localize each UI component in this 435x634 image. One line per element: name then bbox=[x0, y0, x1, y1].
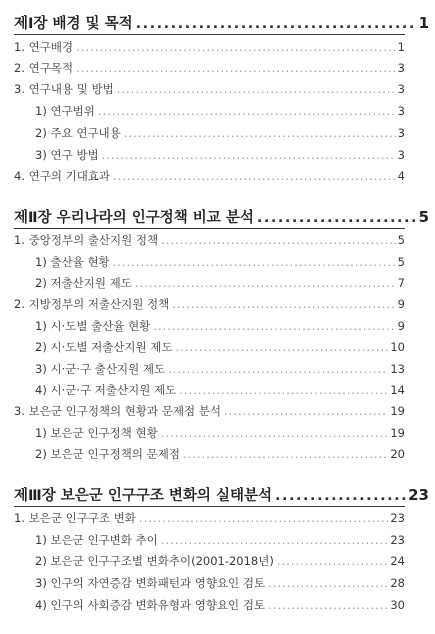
entry-title: 1) 연구범위 bbox=[35, 104, 95, 118]
dot-leader bbox=[161, 426, 389, 440]
toc-entry[interactable] bbox=[35, 275, 405, 291]
toc-entry[interactable] bbox=[35, 125, 405, 141]
entry-page: 14 bbox=[390, 383, 405, 397]
entry-page: 3 bbox=[397, 82, 405, 96]
chapter-heading[interactable] bbox=[14, 206, 429, 227]
entry-title: 3) 시·군·구 출산지원 제도 bbox=[35, 362, 166, 376]
chapter-heading[interactable] bbox=[14, 484, 429, 505]
entry-title: 1. 연구배경 bbox=[14, 40, 74, 54]
chapter-page: 1 bbox=[418, 14, 429, 32]
chapter-divider bbox=[14, 228, 405, 229]
entry-title: 4) 인구의 사회증감 변화유형과 영향요인 검토 bbox=[35, 598, 266, 612]
entry-page: 13 bbox=[390, 362, 405, 376]
dot-leader bbox=[161, 233, 396, 247]
entry-title: 1) 시·도별 출산율 현황 bbox=[35, 319, 151, 333]
entry-title: 4) 시·군·구 저출산지원 제도 bbox=[35, 383, 177, 397]
entry-title: 1. 보은군 인구구조 변화 bbox=[14, 511, 136, 525]
dot-leader bbox=[98, 104, 396, 118]
entry-page: 28 bbox=[390, 576, 405, 590]
chapter-title: 제Ⅱ장 우리나라의 인구정책 비교 분석 bbox=[14, 210, 254, 226]
dot-leader bbox=[268, 576, 388, 590]
toc-entry[interactable] bbox=[35, 103, 405, 119]
dot-leader bbox=[139, 511, 388, 525]
entry-page: 3 bbox=[397, 126, 405, 140]
chapter-divider bbox=[14, 34, 405, 35]
dot-leader bbox=[183, 447, 388, 461]
entry-page: 19 bbox=[390, 404, 405, 418]
dot-leader bbox=[172, 297, 395, 311]
dot-leader bbox=[136, 16, 417, 32]
entry-page: 1 bbox=[397, 40, 405, 54]
toc-entry[interactable] bbox=[35, 382, 405, 398]
dot-leader bbox=[179, 383, 388, 397]
entry-page: 23 bbox=[390, 511, 405, 525]
chapter-title: 제Ⅲ장 보은군 인구구조 변화의 실태분석 bbox=[14, 488, 273, 504]
entry-page: 7 bbox=[397, 276, 405, 290]
dot-leader bbox=[76, 61, 396, 75]
entry-title: 3) 연구 방법 bbox=[35, 148, 99, 162]
dot-leader bbox=[161, 533, 389, 547]
entry-title: 3. 보은군 인구정책의 현황과 문제점 분석 bbox=[14, 404, 221, 418]
entry-title: 2) 보은군 인구정책의 문제점 bbox=[35, 447, 180, 461]
dot-leader bbox=[124, 126, 396, 140]
dot-leader bbox=[113, 169, 396, 183]
chapter-divider bbox=[14, 506, 405, 507]
chapter-page: 5 bbox=[418, 208, 429, 226]
toc-entry[interactable] bbox=[14, 168, 405, 184]
entry-page: 19 bbox=[390, 426, 405, 440]
toc-entry[interactable] bbox=[35, 597, 405, 613]
entry-title: 1) 보은군 인구정책 현황 bbox=[35, 426, 158, 440]
dot-leader bbox=[268, 598, 388, 612]
entry-page: 23 bbox=[390, 533, 405, 547]
entry-page: 5 bbox=[397, 233, 405, 247]
toc-entry[interactable] bbox=[35, 318, 405, 334]
toc-entry[interactable] bbox=[35, 254, 405, 270]
toc-entry[interactable] bbox=[14, 39, 405, 55]
entry-title: 2) 시·도별 저출산지원 제도 bbox=[35, 340, 173, 354]
chapter-page: 23 bbox=[408, 486, 429, 504]
dot-leader bbox=[102, 148, 396, 162]
entry-page: 9 bbox=[397, 319, 405, 333]
toc-entry[interactable] bbox=[35, 575, 405, 591]
dot-leader bbox=[113, 255, 396, 269]
entry-title: 1) 출산율 현황 bbox=[35, 255, 110, 269]
toc-entry[interactable] bbox=[14, 403, 405, 419]
chapter-heading[interactable] bbox=[14, 12, 429, 33]
toc-entry[interactable] bbox=[35, 553, 405, 569]
entry-page: 9 bbox=[397, 297, 405, 311]
dot-leader bbox=[76, 40, 396, 54]
dot-leader bbox=[277, 554, 389, 568]
entry-title: 2) 보은군 인구구조별 변화추이(2001-2018년) bbox=[35, 554, 274, 568]
chapter-title: 제Ⅰ장 배경 및 목적 bbox=[14, 16, 133, 32]
entry-title: 1. 중앙정부의 출산지원 정책 bbox=[14, 233, 159, 247]
entry-title: 1) 보은군 인구변화 추이 bbox=[35, 533, 158, 547]
toc-entry[interactable] bbox=[35, 532, 405, 548]
toc-entry[interactable] bbox=[35, 361, 405, 377]
toc-entry[interactable] bbox=[14, 296, 405, 312]
dot-leader bbox=[275, 488, 406, 504]
dot-leader bbox=[168, 362, 388, 376]
toc-entry[interactable] bbox=[35, 339, 405, 355]
entry-page: 4 bbox=[397, 169, 405, 183]
entry-page: 24 bbox=[390, 554, 405, 568]
toc-entry[interactable] bbox=[14, 81, 405, 97]
toc-entry[interactable] bbox=[35, 425, 405, 441]
entry-title: 3. 연구내용 및 방법 bbox=[14, 82, 114, 96]
toc-entry[interactable] bbox=[35, 446, 405, 462]
dot-leader bbox=[176, 340, 389, 354]
entry-page: 3 bbox=[397, 61, 405, 75]
entry-page: 20 bbox=[390, 447, 405, 461]
entry-page: 10 bbox=[390, 340, 405, 354]
dot-leader bbox=[224, 404, 388, 418]
dot-leader bbox=[135, 276, 396, 290]
entry-title: 2) 저출산지원 제도 bbox=[35, 276, 132, 290]
entry-page: 3 bbox=[397, 104, 405, 118]
entry-title: 4. 연구의 기대효과 bbox=[14, 169, 111, 183]
entry-page: 30 bbox=[390, 598, 405, 612]
toc-entry[interactable] bbox=[14, 232, 405, 248]
toc-entry[interactable] bbox=[14, 510, 405, 526]
dot-leader bbox=[153, 319, 395, 333]
entry-page: 5 bbox=[397, 255, 405, 269]
toc-entry[interactable] bbox=[35, 147, 405, 163]
toc-entry[interactable] bbox=[14, 60, 405, 76]
entry-title: 3) 인구의 자연증감 변화패턴과 영향요인 검토 bbox=[35, 576, 266, 590]
dot-leader bbox=[117, 82, 396, 96]
entry-title: 2) 주요 연구내용 bbox=[35, 126, 121, 140]
entry-title: 2. 지방정부의 저출산지원 정책 bbox=[14, 297, 170, 311]
entry-page: 3 bbox=[397, 148, 405, 162]
dot-leader bbox=[257, 210, 417, 226]
entry-title: 2. 연구목적 bbox=[14, 61, 74, 75]
